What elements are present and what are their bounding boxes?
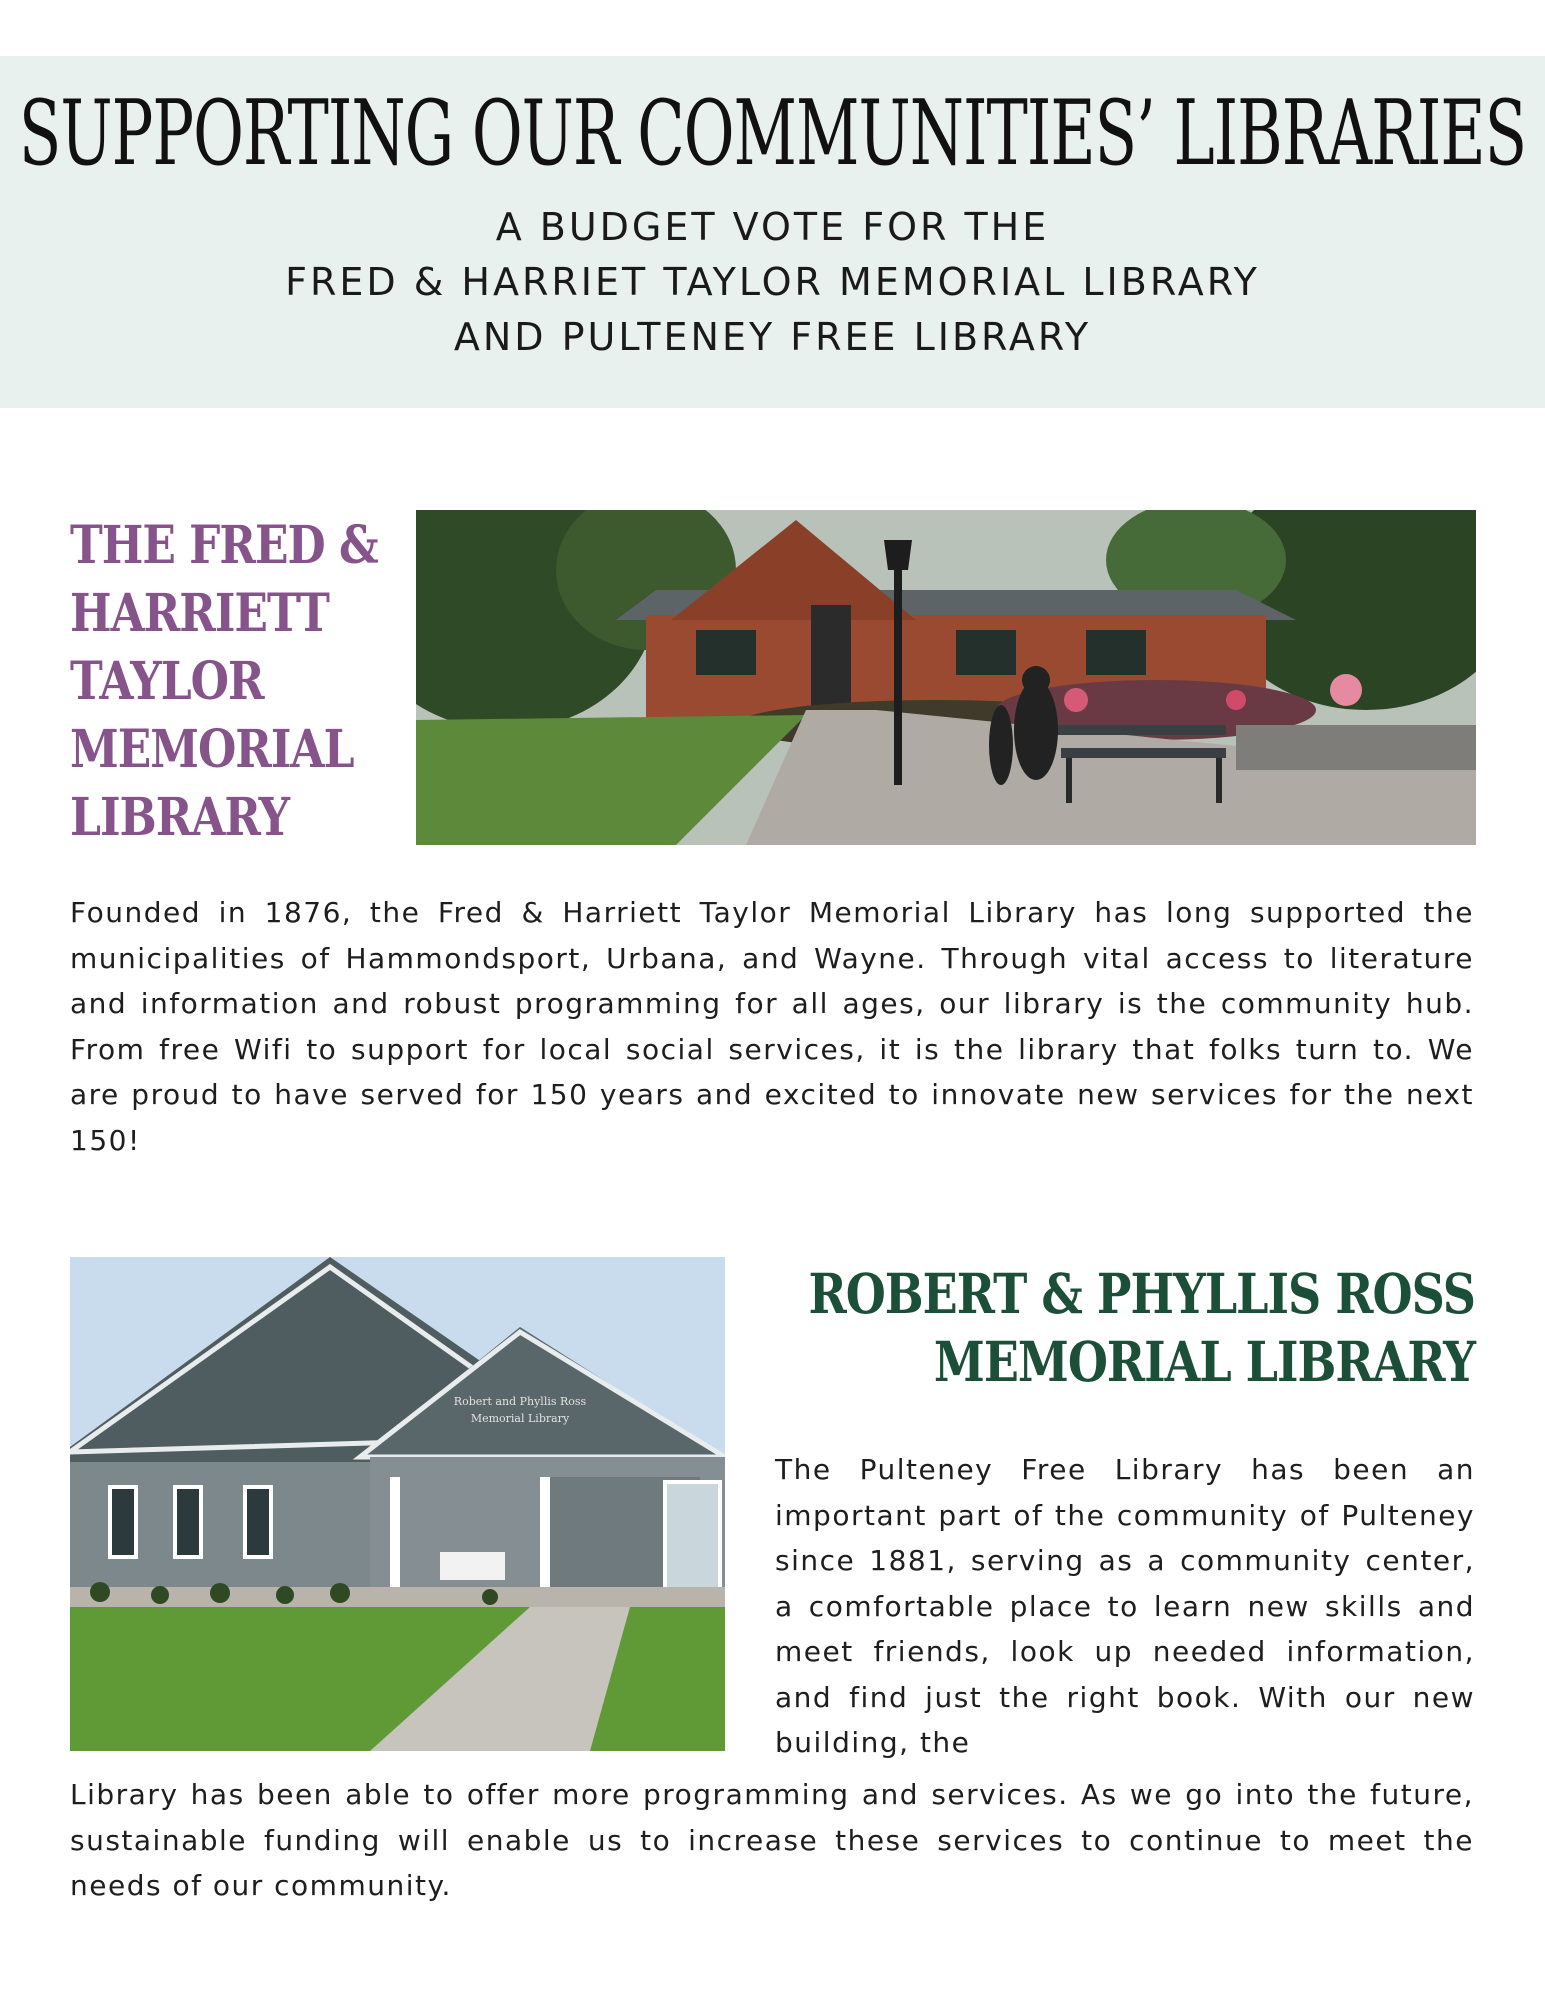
ross-library-heading: [775, 1260, 1475, 1396]
subtitle-line: A BUDGET VOTE FOR THE: [495, 205, 1050, 249]
building-sign-line: Memorial Library: [470, 1412, 570, 1425]
heading-line: MEMORIAL: [70, 718, 354, 780]
heading-line: MEMORIAL LIBRARY: [933, 1329, 1475, 1395]
heading-line: LIBRARY: [70, 786, 290, 848]
subtitle-line: AND PULTENEY FREE LIBRARY: [453, 315, 1092, 359]
heading-line: HARRIETT: [70, 582, 329, 644]
ross-library-photo: [70, 1257, 725, 1751]
page-subtitle: [0, 200, 1545, 365]
subtitle-line: FRED & HARRIET TAYLOR MEMORIAL LIBRARY: [285, 260, 1260, 304]
taylor-library-photo: [416, 510, 1476, 845]
page-title: SUPPORTING OUR COMMUNITIES’ LIBRARIES: [18, 80, 1527, 186]
ross-library-description: The Pulteney Free Library has been an important part of the community of Pulteney since 1881, serving as a community center, a comfortable place to learn new skills and meet friends, look up needed information, and find just the right book. With our new building, the: [775, 1453, 1475, 1759]
heading-line: ROBERT & PHYLLIS ROSS: [808, 1261, 1475, 1327]
taylor-library-heading: [70, 512, 378, 852]
ross-library-description-continued: Library has been able to offer more programming and services. As we go into the future, sustainable funding will enable us to increase these services to continue to meet the needs of our community.: [70, 1778, 1474, 1902]
building-sign-line: Robert and Phyllis Ross: [453, 1395, 587, 1408]
heading-line: THE FRED &: [70, 514, 378, 576]
heading-line: TAYLOR: [70, 650, 264, 712]
taylor-library-description: Founded in 1876, the Fred & Harriett Taylor Memorial Library has long supported the municipalities of Hammondsport, Urbana, and Wayne. Through vital access to literature and information and robust programming for all ages, our library is the community hub. From free Wifi to support for local social services, it is the library that folks turn to. We are proud to have served for 150 years and excited to innovate new services for the next 150!: [70, 896, 1474, 1157]
